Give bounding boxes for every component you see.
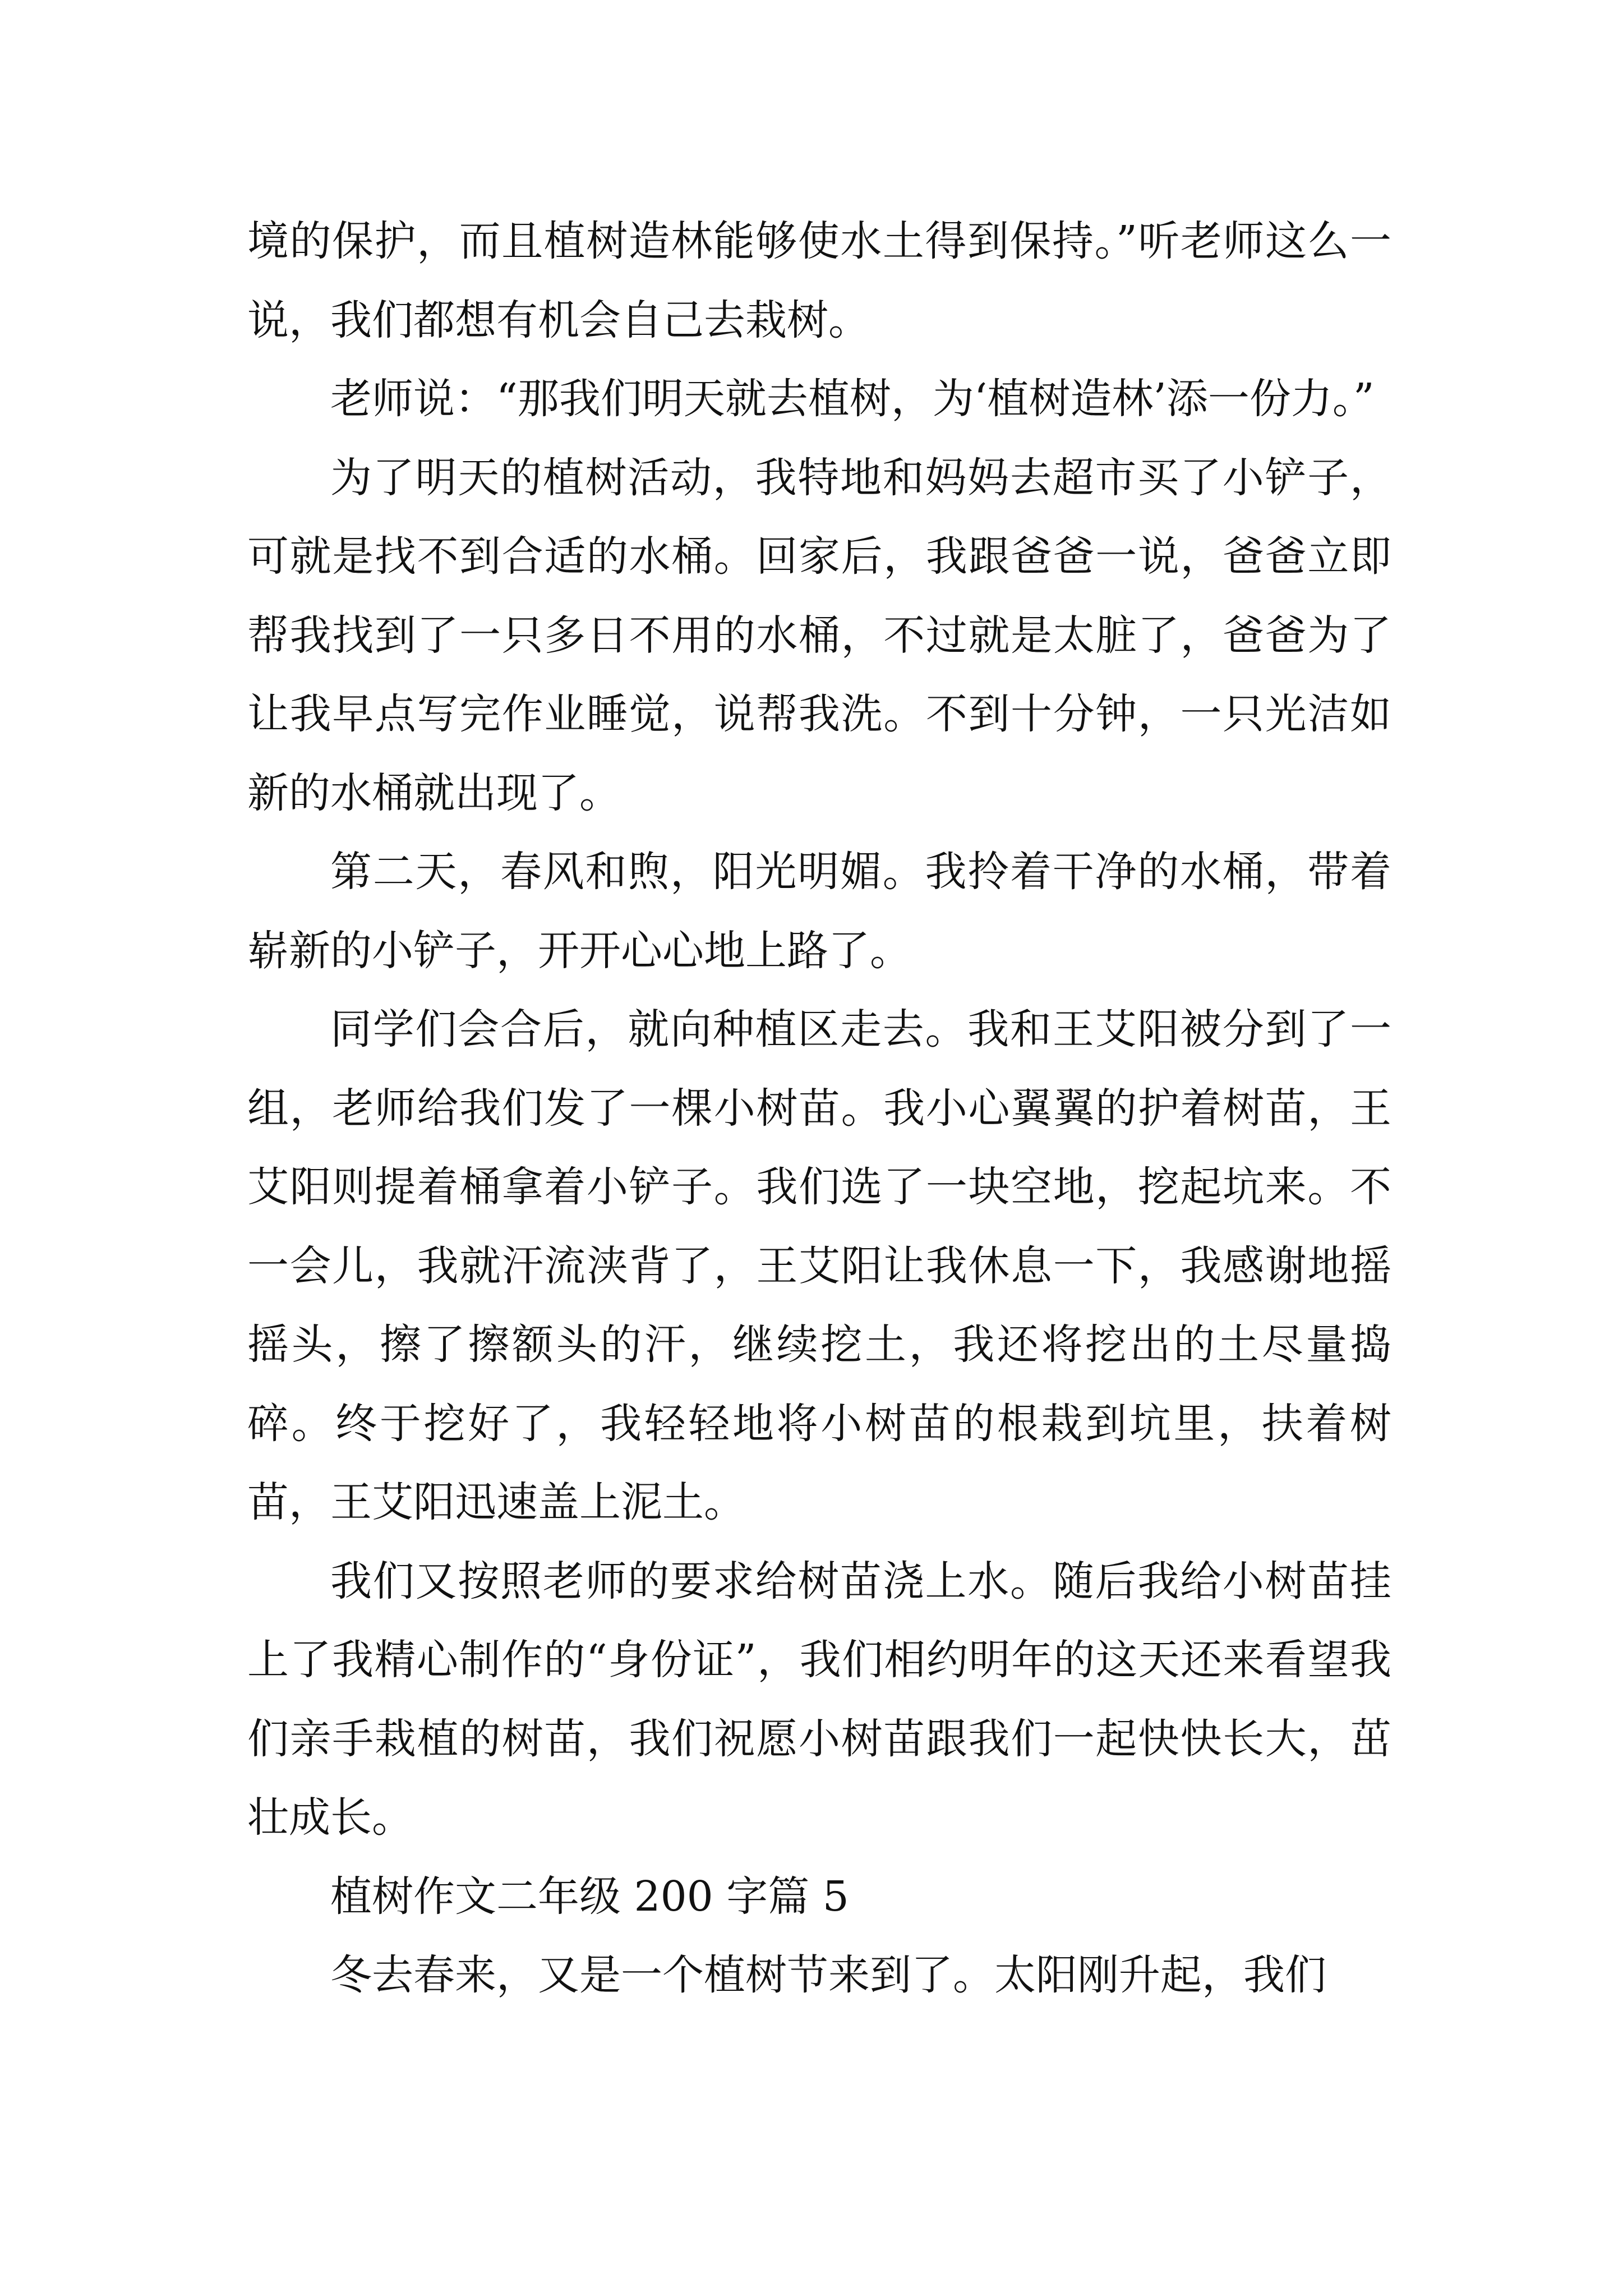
paragraph-continuation: 境的保护，而且植树造林能够使水土得到保持。”听老师这么一说，我们都想有机会自己去栽树。: [247, 217, 1391, 344]
section-first-line: 冬去春来，又是一个植树节来到了。太阳刚升起，我们: [330, 1951, 1326, 1999]
document-body: [247, 202, 1391, 2015]
paragraph-planting: 同学们会合后，就向种植区走去。我和王艾阳被分到了一组，老师给我们发了一棵小树苗。我小心翼翼的护着树苗，王艾阳则提着桶拿着小铲子。我们选了一块空地，挖起坑来。不一会儿，我就汗流浃背了，王艾阳让我休息一下，我感谢地摇摇头，擦了擦额头的汗，继续挖土，我还将挖出的土尽量捣碎。终于挖好了，我轻轻地将小树苗的根栽到坑里，扶着树苗，王艾阳迅速盖上泥土。: [247, 1005, 1391, 1526]
paragraph-preparation: 为了明天的植树活动，我特地和妈妈去超市买了小铲子，可就是找不到合适的水桶。回家后，我跟爸爸一说，爸爸立即帮我找到了一只多日不用的水桶，不过就是太脏了，爸爸为了让我早点写完作业睡觉，说帮我洗。不到十分钟，一只光洁如新的水桶就出现了。: [247, 453, 1391, 817]
paragraph-next-day: 第二天，春风和煦，阳光明媚。我拎着干净的水桶，带着崭新的小铲子，开开心心地上路了。: [247, 848, 1391, 975]
paragraph-watering: 我们又按照老师的要求给树苗浇上水。随后我给小树苗挂上了我精心制作的“身份证”，我们相约明年的这天还来看望我们亲手栽植的树苗，我们祝愿小树苗跟我们一起快快长大，茁壮成长。: [247, 1557, 1391, 1842]
section-heading: 植树作文二年级 200 字篇 5: [330, 1872, 849, 1921]
paragraph-teacher-quote: 老师说：“那我们明天就去植树，为‘植树造林’添一份力。”: [330, 375, 1375, 423]
